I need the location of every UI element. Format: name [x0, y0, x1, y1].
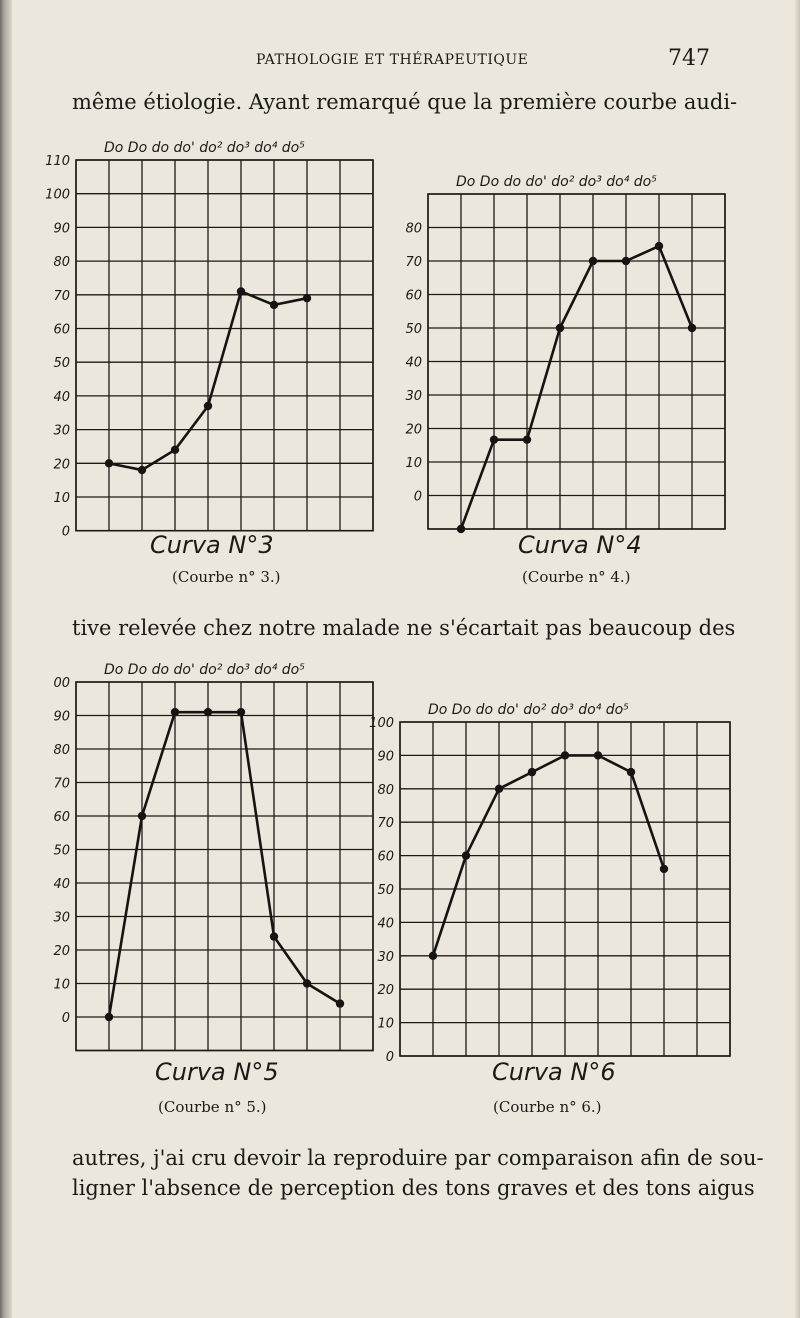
series-line	[109, 712, 340, 1017]
y-tick-label: 00	[53, 676, 70, 691]
y-tick-label: 30	[405, 389, 422, 404]
note-scale-label: Do Do do do' do² do³ do⁴ do⁵	[428, 702, 629, 718]
note-scale-label: Do Do do do' do² do³ do⁴ do⁵	[104, 662, 305, 678]
data-point	[237, 708, 245, 716]
y-tick-label: 30	[53, 910, 70, 926]
chart-curve-6-svg	[356, 694, 756, 1064]
y-tick-label: 20	[53, 457, 70, 473]
y-tick-label: 10	[377, 1016, 394, 1032]
y-tick-label: 90	[377, 749, 394, 765]
y-tick-label: 70	[405, 255, 422, 270]
chart-curve-5	[36, 654, 376, 1064]
y-tick-label: 40	[405, 355, 422, 371]
y-tick-label: 10	[405, 456, 422, 471]
y-tick-label: 80	[53, 743, 70, 758]
data-point	[589, 257, 597, 265]
page-number: 747	[668, 46, 710, 71]
y-tick-label: 10	[53, 491, 70, 506]
y-tick-label: 50	[53, 356, 70, 372]
data-point	[429, 952, 437, 960]
data-point	[528, 768, 536, 776]
data-point	[270, 301, 278, 309]
y-tick-label: 60	[405, 288, 422, 304]
data-point	[138, 466, 146, 474]
curve-5-title: Curva N°5	[155, 1058, 279, 1086]
running-header: PATHOLOGIE ET THÉRAPEUTIQUE	[256, 52, 529, 68]
y-tick-label: 70	[53, 776, 70, 792]
data-point	[204, 402, 212, 410]
y-tick-label: 90	[53, 221, 70, 237]
page-edge	[794, 0, 800, 1318]
y-tick-label: 40	[377, 916, 394, 932]
data-point	[204, 708, 212, 716]
chart-curve-4-svg	[386, 164, 746, 534]
data-point	[303, 979, 311, 987]
chart-curve-5-svg	[36, 654, 376, 1064]
data-point	[138, 812, 146, 820]
chart-curve-4	[386, 164, 746, 534]
data-point	[627, 768, 635, 776]
y-tick-label: 100	[369, 716, 394, 731]
y-tick-label: 30	[53, 423, 70, 439]
y-tick-label: 90	[53, 709, 70, 725]
data-point	[462, 851, 470, 859]
y-tick-label: 0	[61, 1011, 70, 1026]
curve-4-caption: (Courbe n° 4.)	[522, 568, 631, 586]
y-tick-label: 50	[405, 322, 422, 337]
y-tick-label: 20	[377, 983, 394, 999]
data-point	[270, 932, 278, 940]
data-point	[495, 785, 503, 793]
curve-5-caption: (Courbe n° 5.)	[158, 1098, 267, 1116]
note-scale-label: Do Do do do' do² do³ do⁴ do⁵	[456, 174, 657, 190]
y-tick-label: 40	[53, 389, 70, 405]
y-tick-label: 0	[413, 489, 422, 505]
y-tick-label: 50	[377, 883, 394, 898]
curve-4-title: Curva N°4	[518, 531, 642, 559]
y-tick-label: 110	[45, 154, 70, 169]
curve-3-title: Curva N°3	[150, 531, 274, 559]
body-text-line: tive relevée chez notre malade ne s'écartait pas beaucoup des	[72, 616, 736, 640]
curve-6-title: Curva N°6	[492, 1058, 616, 1086]
data-point	[336, 999, 344, 1007]
data-point	[655, 242, 663, 250]
data-point	[237, 287, 245, 295]
y-tick-label: 0	[385, 1050, 394, 1065]
y-tick-label: 40	[53, 877, 70, 892]
body-text-line: autres, j'ai cru devoir la reproduire par comparaison afin de sou-	[72, 1146, 764, 1170]
curve-3-caption: (Courbe n° 3.)	[172, 568, 281, 586]
y-tick-label: 80	[53, 255, 70, 271]
y-tick-label: 60	[53, 322, 70, 338]
y-tick-label: 80	[377, 782, 394, 798]
data-point	[171, 446, 179, 454]
y-tick-label: 30	[377, 949, 394, 965]
data-point	[171, 708, 179, 716]
body-text-line: même étiologie. Ayant remarqué que la première courbe audi-	[72, 90, 738, 114]
data-point	[490, 435, 498, 443]
chart-curve-6	[356, 694, 756, 1064]
y-tick-label: 60	[377, 849, 394, 865]
y-tick-label: 20	[405, 422, 422, 438]
y-tick-label: 70	[377, 816, 394, 832]
series-line	[461, 246, 692, 529]
y-tick-label: 10	[53, 977, 70, 993]
y-tick-label: 0	[61, 524, 70, 540]
data-point	[105, 459, 113, 467]
data-point	[561, 751, 569, 759]
data-point	[523, 435, 531, 443]
chart-curve-3-svg	[36, 132, 396, 540]
y-tick-label: 50	[53, 843, 70, 859]
y-tick-label: 100	[45, 187, 70, 203]
y-tick-label: 60	[53, 810, 70, 825]
y-tick-label: 70	[53, 288, 70, 304]
data-point	[622, 257, 630, 265]
data-point	[556, 324, 564, 332]
data-point	[594, 751, 602, 759]
data-point	[660, 865, 668, 873]
chart-curve-3	[36, 132, 396, 540]
page-gutter	[0, 0, 12, 1318]
data-point	[105, 1013, 113, 1021]
y-tick-label: 20	[53, 944, 70, 959]
note-scale-label: Do Do do do' do² do³ do⁴ do⁵	[104, 140, 305, 156]
y-tick-label: 80	[405, 221, 422, 237]
data-point	[457, 525, 465, 533]
data-point	[303, 294, 311, 302]
data-point	[688, 324, 696, 332]
body-text-line: ligner l'absence de perception des tons graves et des tons aigus	[72, 1176, 755, 1200]
curve-6-caption: (Courbe n° 6.)	[493, 1098, 602, 1116]
